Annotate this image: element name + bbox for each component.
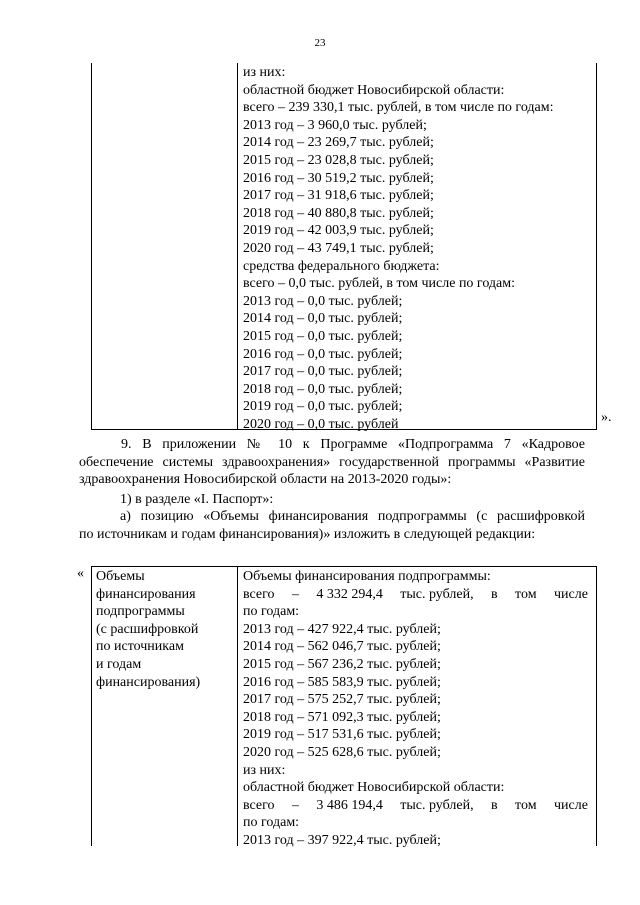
- subitem-a: [79, 508, 585, 543]
- opening-quote: «: [77, 566, 84, 581]
- table-line: всего – 0,0 тыс. рублей, в том числе по годам:: [243, 276, 516, 292]
- funding-details-cell: [243, 64, 554, 433]
- table-line: 2016 год – 30 519,2 тыс. рублей;: [243, 170, 434, 186]
- of-which: из них:: [243, 762, 286, 778]
- label-line: подпрограммы: [96, 604, 185, 620]
- funding-details-cell: [243, 568, 588, 850]
- year-line: 2015 год – 567 236,2 тыс. рублей;: [243, 656, 441, 672]
- word: 3 486 194,4: [316, 797, 383, 813]
- table-line: 2013 год – 0,0 тыс. рублей;: [243, 293, 403, 309]
- word: 4 332 294,4: [316, 586, 383, 602]
- table-line: 2015 год – 0,0 тыс. рублей;: [243, 328, 403, 344]
- table-line: 2017 год – 31 918,6 тыс. рублей;: [243, 188, 434, 204]
- table-line: 2017 год – 0,0 тыс. рублей;: [243, 364, 403, 380]
- word: числе: [553, 797, 588, 813]
- year-line: 2020 год – 525 628,6 тыс. рублей;: [243, 744, 441, 760]
- funding-total-line: [243, 586, 588, 604]
- word: в: [491, 586, 498, 602]
- table-line: 2020 год – 0,0 тыс. рублей: [243, 416, 399, 432]
- label-line: Объемы: [96, 569, 145, 584]
- word: –: [291, 797, 299, 813]
- column-divider: [237, 567, 238, 846]
- funding-table-continued: [91, 63, 597, 430]
- table-line: 2016 год – 0,0 тыс. рублей;: [243, 346, 403, 362]
- table-line: 2018 год – 0,0 тыс. рублей;: [243, 381, 403, 397]
- word: числе: [553, 586, 588, 602]
- word: в: [491, 797, 498, 813]
- closing-quote: ».: [601, 410, 612, 425]
- table-line: 2019 год – 42 003,9 тыс. рублей;: [243, 223, 434, 239]
- funding-table-new: [91, 566, 597, 846]
- year-line: 2019 год – 517 531,6 тыс. рублей;: [243, 727, 441, 743]
- paragraph-line: обеспечение системы здравоохранения» государственной программы «Развитие: [79, 454, 585, 470]
- table-line: средства федерального бюджета:: [243, 258, 440, 274]
- year-line: 2013 год – 427 922,4 тыс. рублей;: [243, 621, 441, 637]
- regional-budget-heading: областной бюджет Новосибирской области:: [243, 780, 505, 796]
- regional-total-cont: по годам:: [243, 815, 300, 831]
- funding-heading: Объемы финансирования подпрограммы:: [243, 569, 491, 584]
- word: том: [515, 797, 537, 813]
- year-line: 2018 год – 571 092,3 тыс. рублей;: [243, 709, 441, 725]
- label-line: финансирования): [96, 674, 201, 690]
- paragraph-line: а) позицию «Объемы финансирования подпрограммы (с расшифровкой: [120, 509, 585, 524]
- page-number: 23: [314, 37, 326, 49]
- year-line: 2014 год – 562 046,7 тыс. рублей;: [243, 639, 441, 655]
- table-line: из них:: [243, 65, 286, 80]
- column-divider: [237, 63, 238, 429]
- table-line: 2014 год – 0,0 тыс. рублей;: [243, 311, 403, 327]
- year-line: 2013 год – 397 922,4 тыс. рублей;: [243, 832, 441, 848]
- subitem-1: 1) в разделе «I. Паспорт»:: [120, 492, 274, 507]
- label-line: и годам: [96, 656, 142, 672]
- table-line: 2018 год – 40 880,8 тыс. рублей;: [243, 205, 434, 221]
- word: тыс. рублей,: [400, 586, 474, 602]
- label-line: финансирования: [96, 586, 196, 602]
- label-line: (с расшифровкой: [96, 621, 199, 637]
- word: –: [291, 586, 299, 602]
- table-line: всего – 239 330,1 тыс. рублей, в том числе по годам:: [243, 100, 554, 116]
- word: том: [515, 586, 537, 602]
- table-line: 2020 год – 43 749,1 тыс. рублей;: [243, 240, 434, 256]
- word: тыс. рублей,: [400, 797, 474, 813]
- funding-label-cell: [96, 568, 200, 691]
- funding-total-cont: по годам:: [243, 604, 300, 620]
- paragraph-line: 9. В приложении № 10 к Программе «Подпрограмма 7 «Кадровое: [121, 437, 585, 452]
- table-line: 2014 год – 23 269,7 тыс. рублей;: [243, 135, 434, 151]
- table-line: 2019 год – 0,0 тыс. рублей;: [243, 399, 403, 415]
- table-line: 2013 год – 3 960,0 тыс. рублей;: [243, 117, 427, 133]
- label-line: по источникам: [96, 639, 184, 655]
- year-line: 2016 год – 585 583,9 тыс. рублей;: [243, 674, 441, 690]
- year-line: 2017 год – 575 252,7 тыс. рублей;: [243, 692, 441, 708]
- paragraph-line: здравоохранения Новосибирской области на 2013-2020 годы»:: [79, 472, 452, 487]
- table-line: областной бюджет Новосибирской области:: [243, 82, 505, 98]
- table-line: 2015 год – 23 028,8 тыс. рублей;: [243, 152, 434, 168]
- word: всего: [243, 797, 275, 813]
- paragraph-9: [79, 436, 585, 489]
- paragraph-line: по источникам и годам финансирования)» изложить в следующей редакции:: [79, 526, 536, 542]
- word: всего: [243, 586, 275, 602]
- regional-total-line: [243, 797, 588, 815]
